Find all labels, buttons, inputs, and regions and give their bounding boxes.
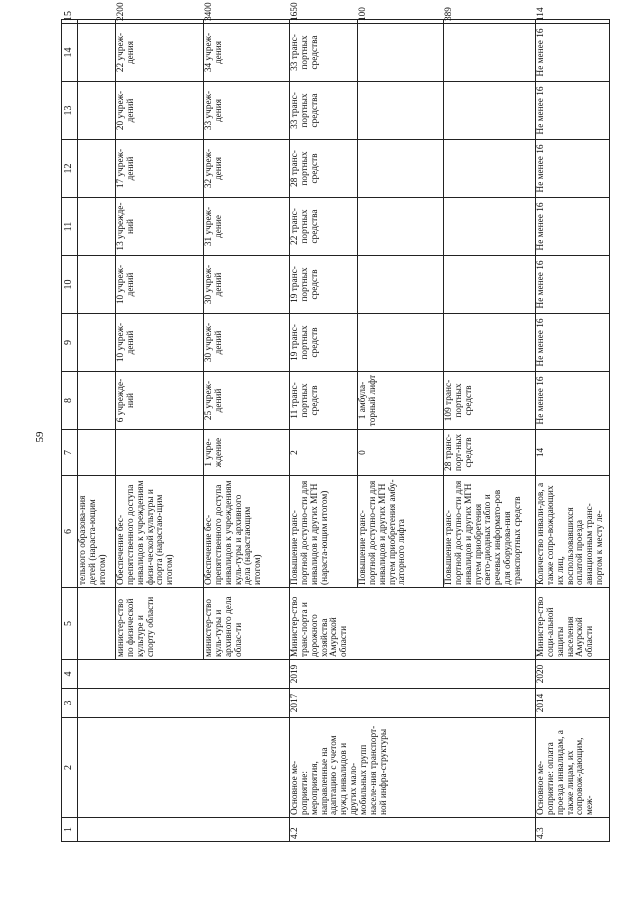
- cell: [78, 82, 116, 140]
- cell-value: Не менее 16: [536, 372, 610, 430]
- page-number: 59: [34, 431, 46, 443]
- cell-value: 14: [536, 430, 610, 476]
- cell: [78, 689, 290, 718]
- cell-number: 4.2: [290, 818, 536, 842]
- cell-value: 109 транс-портных средств: [444, 372, 536, 430]
- col-header: 5: [62, 588, 78, 660]
- cell-value: [444, 140, 536, 198]
- cell: [78, 256, 116, 314]
- col-header: 4: [62, 660, 78, 689]
- cell-value: [444, 198, 536, 256]
- cell-value: 30 учреж-дений: [204, 256, 290, 314]
- col-header: 7: [62, 430, 78, 476]
- cell-value: 11 транс-портных средств: [290, 372, 358, 430]
- col-header: 1: [62, 818, 78, 842]
- cell-value: [358, 24, 444, 82]
- cell-value: 13 учрежде-ний: [116, 198, 204, 256]
- cell: [78, 140, 116, 198]
- col-header: 3: [62, 689, 78, 718]
- cell-value: 33 транс-портных средства: [290, 24, 358, 82]
- cell-value: [358, 82, 444, 140]
- cell-value: Не менее 16: [536, 198, 610, 256]
- cell-value: Не менее 16: [536, 314, 610, 372]
- cell-executor: министер-ство по физической культуре и спорту области: [116, 588, 204, 660]
- cell-executor: министер-ство куль-туры и архивного дела облас-ти: [204, 588, 290, 660]
- cell: [78, 430, 116, 476]
- cell-indicator: Повышение транс-портной доступно-сти для инвалидов и других МГН путем приобретения амбу-латорного лифта: [358, 476, 444, 588]
- cell-value: Не менее 16: [536, 256, 610, 314]
- cell-indicator: тельного образова-ния детей (нараста-ющим итогом): [78, 476, 116, 588]
- cell: [78, 314, 116, 372]
- cell-value: 389: [444, 20, 536, 24]
- cell-executor: Министер-ство соци-альной защиты населения Амурской области: [536, 588, 610, 660]
- cell-value: 19 транс-портных средств: [290, 314, 358, 372]
- cell: [78, 718, 290, 818]
- cell-value: [444, 314, 536, 372]
- cell-value: 34 учреж-дения: [204, 24, 290, 82]
- cell-value: 1 учре-ждение: [204, 430, 290, 476]
- cell-value: 22 учреж-дения: [116, 24, 204, 82]
- cell-measure: Основное ме-роприятие: оплата проезда инвалидам, а также лицам, их сопровож-дающим, меж-: [536, 718, 610, 818]
- cell-indicator: Обеспечение бес-препятственного доступа инвалидов к учреждениям физи-ческой культуры и спорта (нарастаю-щим итогом): [116, 476, 204, 588]
- document-table-rotated: [61, 2, 609, 842]
- table-row-continuation: [78, 20, 116, 842]
- header-row: [62, 20, 78, 842]
- cell-indicator: Обеспечение бес-препятственного доступа инвалидов к учреждениям куль-туры и архивного дела (нарастающим итогом): [204, 476, 290, 588]
- cell: [78, 20, 116, 24]
- cell-executor: Министер-ство транс-порта и дорожного хозяйства Амурской области: [290, 588, 536, 660]
- col-header: 15: [62, 20, 78, 24]
- cell-value: 25 учреж-дений: [204, 372, 290, 430]
- cell-value: 22 транс-портных средства: [290, 198, 358, 256]
- cell-number: 4.3: [536, 818, 610, 842]
- cell-value: 10 учреж-дений: [116, 256, 204, 314]
- cell: [78, 660, 290, 689]
- cell-indicator: Повышение транс-портной доступно-сти для инвалидов и других МГН путем приобретения свето-диодных табло и речевых информато-ров для оборудова-ния транспортных средств: [444, 476, 536, 588]
- cell-indicator: Повышение транс-портной доступно-сти для инвалидов и других МГН (нараста-ющим итогом): [290, 476, 358, 588]
- cell-value: [444, 24, 536, 82]
- cell-value: 3400: [204, 20, 290, 24]
- col-header: 14: [62, 24, 78, 82]
- col-header: 13: [62, 82, 78, 140]
- cell-measure: Основное ме-роприятие: мероприятия, направленные на адаптацию с учетом нужд инвалидов и других мало-мобильных групп населе-ния транспорт-ной инфра-структуры: [290, 718, 536, 818]
- cell: [78, 372, 116, 430]
- cell-value: 32 учреж-дения: [204, 140, 290, 198]
- cell-value: 20 учреж-дений: [116, 82, 204, 140]
- cell-value: 28 транс-порт-ных средств: [444, 430, 536, 476]
- cell-value: [116, 430, 204, 476]
- cell-value: [444, 256, 536, 314]
- cell-value: 33 транс-портных средства: [290, 82, 358, 140]
- cell-value: [358, 140, 444, 198]
- cell: [78, 818, 290, 842]
- cell-value: 100: [358, 20, 444, 24]
- cell-value: 1 амбула-торный лифт: [358, 372, 444, 430]
- cell: [78, 588, 116, 660]
- table-row-4-2-a: [290, 20, 358, 842]
- cell-value: [358, 198, 444, 256]
- cell-value: 2200: [116, 20, 204, 24]
- cell-value: [358, 314, 444, 372]
- col-header: 2: [62, 718, 78, 818]
- col-header: 9: [62, 314, 78, 372]
- cell-value: 1650: [290, 20, 358, 24]
- cell-indicator: Количество инвали-дов, а также сопро-вождающих их лиц, воспользовавшихся оплатой проезда авиационным транс-портом к месту ле-: [536, 476, 610, 588]
- cell-year-end: 2019: [290, 660, 536, 689]
- cell-year-start: 2014: [536, 689, 610, 718]
- cell-value: 19 транс-портных средств: [290, 256, 358, 314]
- cell-year-end: 2020: [536, 660, 610, 689]
- cell-value: 33 учреж-дения: [204, 82, 290, 140]
- col-header: 10: [62, 256, 78, 314]
- cell-value: 2: [290, 430, 358, 476]
- table-row-4-3: [536, 20, 610, 842]
- cell-value: 114: [536, 20, 610, 24]
- col-header: 12: [62, 140, 78, 198]
- cell-value: Не менее 16: [536, 140, 610, 198]
- cell-value: [358, 256, 444, 314]
- cell-value: 0: [358, 430, 444, 476]
- col-header: 11: [62, 198, 78, 256]
- cell-value: 30 учреж-дений: [204, 314, 290, 372]
- cell: [78, 24, 116, 82]
- program-measures-table: [61, 2, 610, 842]
- cell: [78, 198, 116, 256]
- cell-value: Не менее 16: [536, 24, 610, 82]
- cell-year-start: 2017: [290, 689, 536, 718]
- cell-value: 6 учрежде-ний: [116, 372, 204, 430]
- cell-value: 31 учреж-дение: [204, 198, 290, 256]
- cell-value: Не менее 16: [536, 82, 610, 140]
- col-header: 6: [62, 476, 78, 588]
- col-header: 8: [62, 372, 78, 430]
- cell-value: [444, 82, 536, 140]
- cell-value: 10 учреж-дений: [116, 314, 204, 372]
- cell-value: 17 учреж-дений: [116, 140, 204, 198]
- cell-value: 28 транс-портных средств: [290, 140, 358, 198]
